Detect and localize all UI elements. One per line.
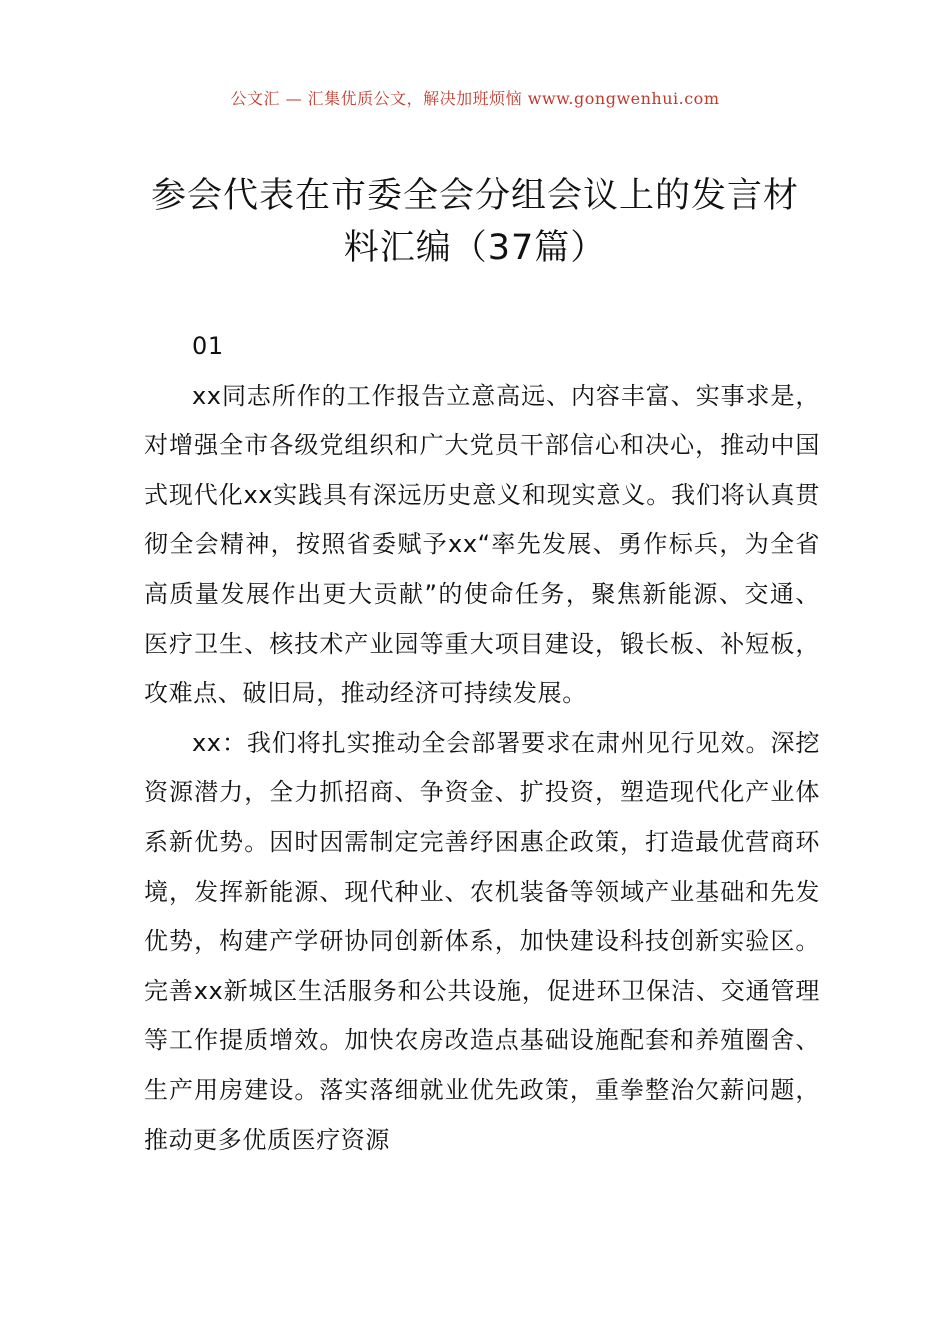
- document-title: 参会代表在市委全会分组会议上的发言材料汇编（37篇）: [150, 176, 799, 268]
- paragraph-2: xx：我们将扎实推动全会部署要求在肃州见行见效。深挖资源潜力，全力抓招商、争资金、扩投资，塑造现代化产业体系新优势。因时因需制定完善纾困惠企政策，打造最优营商环境，发挥新能源、现代种业、农机装备等领域产业基础和先发优势，构建产学研协同创新体系，加快建设科技创新实验区。完善xx新城区生活服务和公共设施，促进环卫保洁、交通管理等工作提质增效。加快农房改造点基础设施配套和养殖圈舍、生产用房建设。落实落细就业优先政策，重拳整治欠薪问题，推动更多优质医疗资源: [144, 728, 820, 1154]
- section-number: 01: [192, 332, 224, 360]
- site-header: 公文汇 — 汇集优质公文，解决加班烦恼 www.gongwenhui.com: [230, 89, 720, 108]
- document-body: [144, 322, 820, 1165]
- paragraph-1: xx同志所作的工作报告立意高远、内容丰富、实事求是，对增强全市各级党组织和广大党员干部信心和决心，推动中国式现代化xx实践具有深远历史意义和现实意义。我们将认真贯彻全会精神，按照省委赋予xx“率先发展、勇作标兵，为全省高质量发展作出更大贡献”的使命任务，聚焦新能源、交通、医疗卫生、核技术产业园等重大项目建设，锻长板、补短板，攻难点、破旧局，推动经济可持续发展。: [144, 381, 820, 708]
